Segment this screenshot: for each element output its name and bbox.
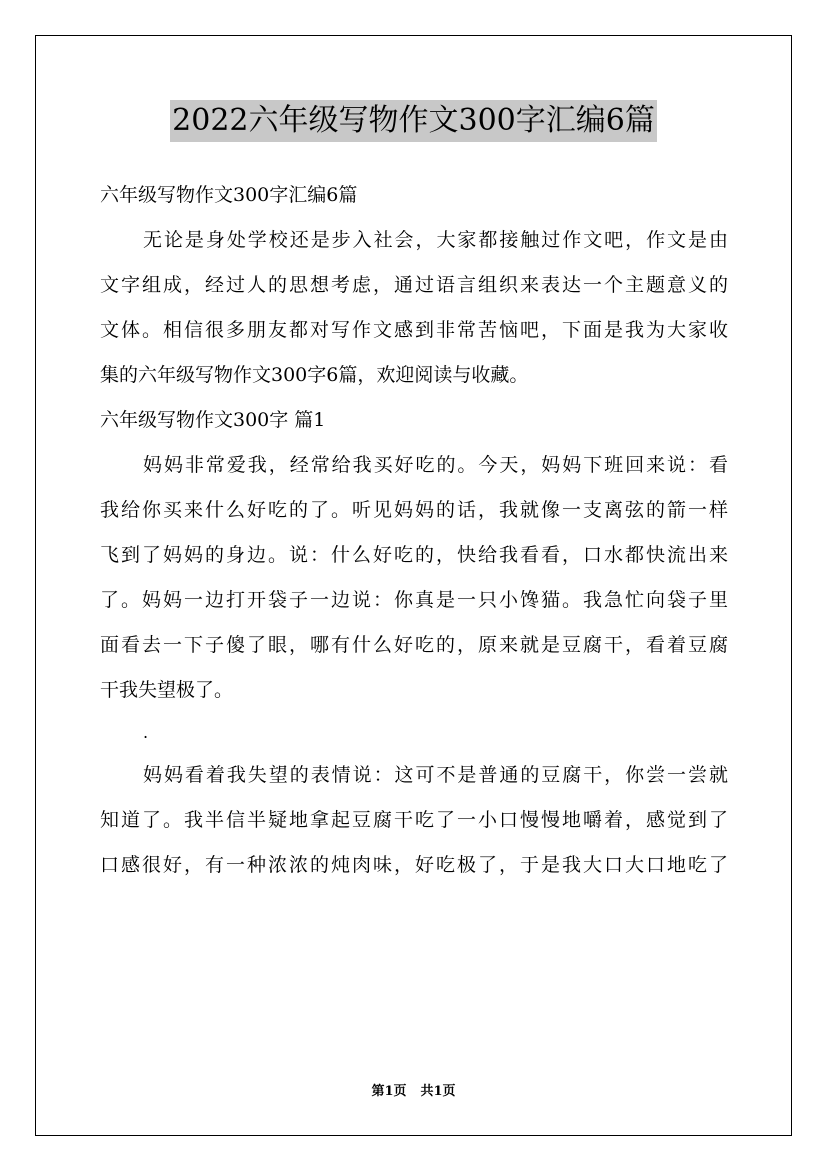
intro-line: 集的六年级写物作文300字6篇，欢迎阅读与收藏。	[100, 364, 529, 386]
document-title: 2022六年级写物作文300字汇编6篇	[170, 100, 657, 142]
intro-line: 无论是身处学校还是步入社会，大家都接触过作文吧，作文是由	[143, 229, 728, 251]
intro-line: 文字组成，经过人的思想考虑，通过语言组织来表达一个主题意义的	[100, 274, 728, 296]
paragraph-line: 干我失望极了。	[100, 679, 234, 701]
section-heading: 六年级写物作文300字 篇1	[100, 409, 326, 431]
page-footer	[0, 1082, 827, 1102]
intro-line: 文体。相信很多朋友都对写作文感到非常苦恼吧，下面是我为大家收	[100, 319, 728, 341]
paragraph-line: 妈妈看着我失望的表情说：这可不是普通的豆腐干，你尝一尝就	[143, 764, 728, 786]
document-subtitle: 六年级写物作文300字汇编6篇	[100, 184, 358, 206]
paragraph-2	[100, 753, 728, 888]
separator-dot: .	[143, 723, 149, 742]
paragraph-line: 了。妈妈一边打开袋子一边说：你真是一只小馋猫。我急忙向袋子里	[100, 589, 728, 611]
paragraph-line: 面看去一下子傻了眼，哪有什么好吃的，原来就是豆腐干，看着豆腐	[100, 634, 728, 656]
document-body	[100, 173, 728, 888]
paragraph-line: 妈妈非常爱我，经常给我买好吃的。今天，妈妈下班回来说：看	[143, 454, 728, 476]
paragraph-1	[100, 443, 728, 713]
page-number: 第1页	[371, 1084, 407, 1099]
paragraph-line: 飞到了妈妈的身边。说：什么好吃的，快给我看看，口水都快流出来	[100, 544, 728, 566]
title-wrap	[0, 100, 827, 142]
paragraph-line: 我给你买来什么好吃的了。听见妈妈的话，我就像一支离弦的箭一样	[100, 499, 728, 521]
page-total: 共1页	[420, 1084, 456, 1099]
paragraph-line: 口感很好，有一种浓浓的炖肉味，好吃极了，于是我大口大口地吃了	[100, 854, 728, 876]
paragraph-line: 知道了。我半信半疑地拿起豆腐干吃了一小口慢慢地嚼着，感觉到了	[100, 809, 728, 831]
intro-paragraph	[100, 218, 728, 398]
